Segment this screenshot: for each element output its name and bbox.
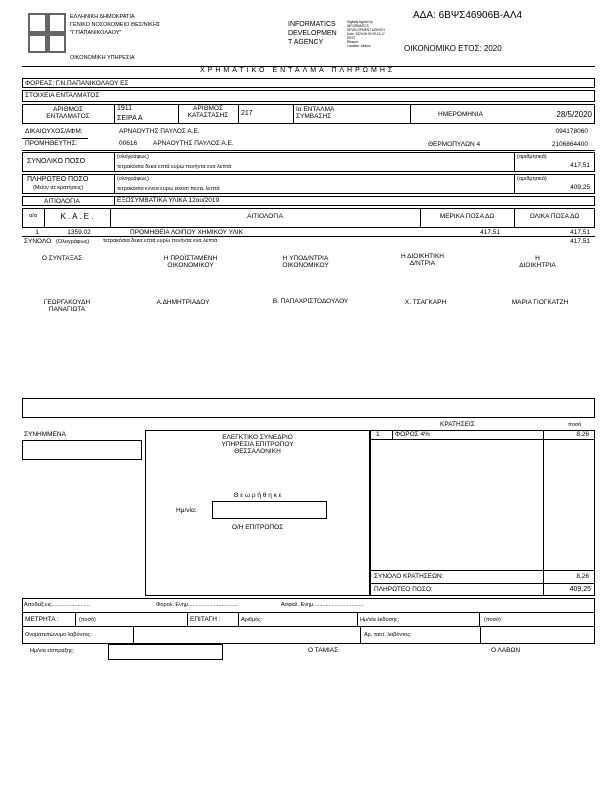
contract-label	[296, 106, 334, 120]
payable-in-numbers-label: (αριθμητικά)	[517, 176, 547, 182]
sum-words-label: (Ολογράφως)	[56, 239, 90, 245]
org-line-3: "Γ.ΠΑΠΑΝΙΚΟΛΑΟΥ"	[70, 30, 122, 36]
name-line: ΠΑΝΑΓΙΩΤΑ	[48, 306, 86, 313]
org-line-1: ΕΛΛΗΝΙΚΗ ΔΗΜΟΚΡΑΤΙΑ	[70, 14, 135, 20]
payable-words: τετρακόσια εννεα ευρώ εικοσι πεντε λεπτά	[117, 186, 220, 192]
attachments-label: ΣΥΝΗΜΜΕΝΑ	[24, 431, 66, 438]
supplier-name: ΑΡΝΑΟΥΤΗΣ ΠΑΥΛΟΣ Α.Ε.	[153, 140, 234, 147]
reason: ΕΞΟΣΥΜΒΑΤΙΚΑ ΥΛΙΚΑ 12ου/2019	[117, 197, 220, 204]
deduction-amount: 8,26	[576, 431, 589, 438]
total-deductions-label: ΣΥΝΟΛΟ ΚΡΑΤΗΣΕΩΝ:	[374, 573, 444, 580]
final-payable: 409,25	[569, 586, 591, 593]
name-line: ΓΕΩΡΓΑΚΟΥΔΗ	[43, 299, 91, 306]
name-admin-director: Χ. ΤΣΑΓΚΑΡΗ	[404, 299, 447, 306]
foreas: ΦΟΡΕΑΣ: Γ.Ν.ΠΑΠΑΝΙΚΟΛΑΟΥ ΕΣ	[25, 80, 129, 87]
audit-line: ΕΛΕΓΚΤΙΚΟ ΣΥΝΕΔΡΙΟ	[222, 434, 293, 441]
role-line: ΟΙΚΟΝΟΜΙΚΟΥ	[167, 262, 214, 269]
name-deputy-director: Β. ΠΑΠΑΧΡΙΣΤΟΔΟΥΛΟΥ	[272, 298, 349, 305]
supplier-phone: 2106864400	[551, 141, 588, 148]
label-line: ΣΥΜΒΑΣΗΣ	[296, 113, 332, 120]
in-numbers-label: (αριθμητικά)	[517, 154, 547, 160]
audit-date-label: Ημ/νία:	[176, 507, 197, 514]
audit-title	[145, 434, 370, 455]
name-governor: ΜΑΡΙΑ ΓΙΟΓΚΑΤΖΗ	[511, 299, 569, 306]
fiscal-year-value: 2020	[483, 44, 502, 53]
col-kae: Κ . Α . Ε .	[60, 212, 94, 221]
label-line: ΕΝΤΑΛΜΑΤΟΣ	[46, 113, 90, 120]
amount-label: ποσό	[568, 422, 582, 428]
cashier-label: Ο ΤΑΜΙΑΣ	[308, 647, 339, 654]
col-aa: α/α	[29, 213, 37, 219]
sig-line: Location: Athens	[347, 44, 371, 48]
role-line: Ο ΣΥΝΤΑΞΑΣ	[41, 255, 83, 262]
label-line: ΑΡΙΘΜΟΣ	[52, 106, 84, 113]
payable-in-words-label: (ολογράφως)	[117, 176, 149, 182]
beneficiary-name: ΑΡΝΑΟΥΤΗΣ ΠΑΥΛΟΣ Α.Ε.	[119, 128, 200, 135]
total-amount: 417,51	[570, 162, 590, 169]
hospital-logo	[28, 13, 66, 53]
cash-amount[interactable]: (ποσό)	[79, 617, 96, 623]
role-line: Η ΠΡΟΪΣΤΑΜΕΝΗ	[163, 255, 218, 262]
label-line: ΑΡΙΘΜΟΣ	[192, 105, 224, 112]
role-line: ΟΙΚΟΝΟΜΙΚΟΥ	[282, 262, 329, 269]
receipt-date-field[interactable]	[108, 644, 223, 660]
total-deductions: 8,26	[576, 573, 589, 580]
label-line: ΚΑΤΑΣΤΑΣΗΣ	[187, 112, 229, 119]
approved-label: Θ ε ω ρ ή θ η κ ε	[233, 492, 282, 499]
receiver-name-label: Ονοματεπώνυμο λαβόντος:	[25, 632, 92, 638]
sig-line: Digitally signed by	[347, 20, 373, 24]
deductions-label: ΚΡΑΤΗΣΕΙΣ	[440, 421, 475, 428]
ada-block	[413, 10, 522, 21]
row-kae: 1359.02	[67, 229, 91, 236]
receiver-label: Ο ΛΑΒΩΝ	[491, 647, 521, 654]
informatics-line-1: INFORMATICS	[288, 21, 336, 28]
catalog-number: 217	[241, 110, 253, 117]
issue-date[interactable]: Ημ/νία έκδοσης:	[360, 617, 400, 623]
receipt-date-label: Ημ/νία είσπραξης:	[30, 648, 75, 654]
row-aa: 1	[35, 229, 39, 236]
fiscal-year-label: ΟΙΚΟΝΟΜΙΚΟ ΕΤΟΣ:	[404, 44, 482, 53]
role-compiler	[22, 255, 102, 262]
col-reason: ΑΙΤΙΟΛΟΓΙΑ	[247, 213, 283, 220]
informatics-line-2: DEVELOPMEN	[288, 30, 337, 37]
sig-line: Reason:	[347, 40, 359, 44]
deduction-name: ΦΟΡΟΣ 4%	[395, 431, 430, 438]
insurance-clearance-line: Ασφαλ. Ενημ.................................	[281, 602, 364, 608]
check-amount[interactable]: (ποσό)	[484, 617, 501, 623]
row-desc: ΠΡΟΜΗΘΕΙΑ ΛΟΙΠΟΥ ΧΗΜΙΚΟΥ ΥΛΙΚ	[130, 229, 243, 236]
name-head-financial: Α.ΔΗΜΗΤΡΙΑΔΟΥ	[156, 299, 210, 306]
audit-line: ΘΕΣΣΑΛΟΝΙΚΗ	[234, 448, 281, 455]
role-admin-director	[375, 253, 470, 267]
payable-sub: (Μείον ατ κρατήσεις)	[33, 185, 84, 191]
role-line: Η ΔΙΟΙΚΗΤΙΚΗ	[401, 253, 444, 260]
check-label: ΕΠΙΤΑΓΗ :	[190, 616, 221, 623]
fiscal-year	[404, 44, 502, 53]
blank-band	[22, 398, 595, 418]
sig-line: EEST	[347, 36, 356, 40]
tax-clearance-line: Φορολ. Ενημ.................................	[156, 602, 239, 608]
role-line: Δ/ΝΤΡΙΑ	[409, 260, 436, 267]
receipts-line: Αποδείξ.εις.........................	[24, 602, 90, 608]
audit-date-field[interactable]	[212, 501, 327, 519]
sig-line: Date: 2020.06.03 09:13:17	[347, 32, 385, 36]
supplier-code: 00616	[119, 140, 138, 147]
ada-label: ΑΔΑ:	[413, 10, 436, 21]
total-label: ΣΥΝΟΛΙΚΟ ΠΟΣΟ	[27, 158, 86, 165]
section-label: ΣΤΟΙΧΕΙΑ ΕΝΤΑΛΜΑΤΟΣ	[25, 92, 100, 99]
informatics-line-3: T AGENCY	[288, 39, 324, 46]
attachments-box	[22, 440, 142, 460]
total-words: τετρακόσια δεκα επτά ευρώ πενήντα ενα λεπτά	[117, 164, 232, 170]
label-line: Ια ΕΝΤΑΛΜΑ	[296, 106, 335, 113]
supplier-address: ΘΕΡΜΟΠΥΛΩΝ 4	[428, 141, 481, 148]
catalog-label	[178, 105, 238, 119]
check-number[interactable]: Αριθμός:	[241, 617, 263, 623]
name-compiler	[22, 299, 112, 313]
col-partial: ΜΕΡΙΚΑ ΠΟΣΑ ΔΩ	[439, 213, 495, 220]
service-name: ΟΙΚΟΝΟΜΙΚΗ ΥΠΗΡΕΣΙΑ	[70, 55, 135, 61]
deduction-no: 1	[376, 431, 380, 438]
order-date: 28/5/2020	[556, 110, 592, 119]
role-line: Η	[535, 255, 540, 262]
payable-label: ΠΛΗΡΩΤΕΟ ΠΟΣΟ	[27, 176, 89, 183]
receiver-id-label: Αρ. ταυτ. λαβόντος:	[364, 632, 412, 638]
page-title: ΧΡΗΜΑΤΙΚΟ ΕΝΤΑΛΜΑ ΠΛΗΡΩΜΗΣ	[200, 67, 396, 74]
in-words-label: (ολογράφως)	[117, 154, 149, 160]
sum-words: τετρακόσια δεκα επτά ευρώ πενήντα ενα λεπτά	[103, 238, 218, 244]
reason-label: ΑΙΤΙΟΛΟΓΙΑ	[44, 198, 80, 205]
order-series: ΣΕΙΡΑ Α	[117, 115, 143, 122]
digital-signature	[347, 20, 385, 48]
role-line: ΔΙΟΙΚΗΤΡΙΑ	[519, 262, 556, 269]
commissioner: Ο/Η ΕΠΙΤΡΟΠΟΣ	[231, 524, 284, 531]
sum-label: ΣΥΝΟΛΟ	[24, 238, 52, 245]
role-deputy-director	[258, 255, 353, 269]
cash-label: ΜΕΤΡΗΤΑ :	[25, 616, 59, 623]
payable-amount: 409,25	[570, 184, 590, 191]
sig-line: DEVELOPMENT AGENCY	[347, 28, 386, 32]
role-head-financial	[143, 255, 238, 269]
audit-line: ΥΠΗΡΕΣΙΑ ΕΠΙΤΡΟΠΟΥ	[221, 441, 294, 448]
sum-amount: 417,51	[570, 238, 590, 245]
ada-code: 6ΒΨΣ46906Β-ΑΛ4	[438, 10, 523, 21]
role-governor	[490, 255, 585, 269]
date-label: ΗΜΕΡΟΜΗΝΙΑ	[438, 111, 483, 118]
org-line-2: ΓΕΝΙΚΟ ΝΟΣΟΚΟΜΕΙΟ ΘΕΣ/ΝΙΚΗΣ	[70, 22, 161, 28]
col-total: ΟΛΙΚΑ ΠΟΣΑ ΔΩ	[529, 213, 580, 220]
beneficiary-label: ΔΙΚΑΙΟΥΧΟΣ/ΑΦΜ:	[25, 128, 83, 135]
beneficiary-afm: 094178060	[555, 128, 588, 135]
order-number-label	[22, 106, 114, 120]
final-payable-label: ΠΛΗΡΩΤΕΟ ΠΟΣΟ:	[374, 586, 433, 593]
row-partial: 417,51	[480, 229, 500, 236]
supplier-label: ΠΡΟΜΗΘΕΥΤΗΣ:	[25, 140, 78, 147]
order-number: 1911	[117, 105, 133, 112]
sig-line: INFORMATICS	[347, 24, 369, 28]
row-total: 417,51	[570, 229, 590, 236]
role-line: Η ΥΠΟΔ/ΝΤΡΙΑ	[282, 255, 329, 262]
